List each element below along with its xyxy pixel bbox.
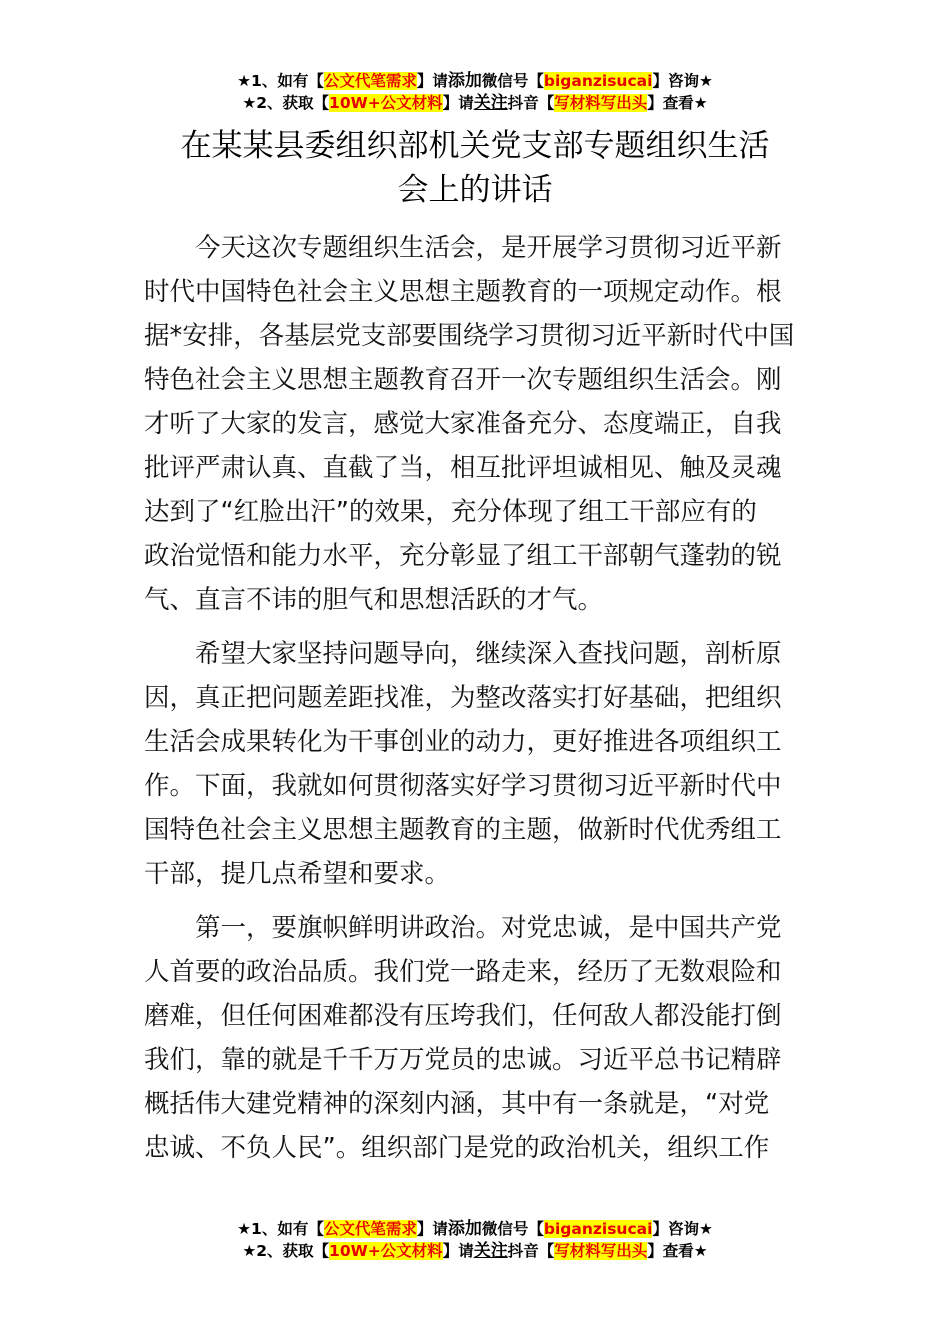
notice-text: 】咨询★ (652, 72, 713, 90)
paragraph-1 (144, 226, 808, 622)
paragraph-2 (144, 632, 808, 896)
header-notice (0, 70, 950, 114)
footer-notice (0, 1218, 950, 1262)
notice-text: 关注 (473, 93, 508, 113)
text-line: 磨难，但任何困难都没有压垮我们，任何敌人都没能打倒 (144, 1001, 782, 1031)
notice-highlight: 10W+公文材料 (329, 94, 443, 112)
paragraph-3 (144, 906, 808, 1170)
notice-text: 】查看★ (647, 94, 708, 112)
notice-text: 关注 (473, 1241, 508, 1261)
notice-highlight: 10W+公文材料 (329, 1242, 443, 1260)
notice-highlight: biganzisucai (543, 1220, 653, 1238)
text-line: 我们，靠的就是千千万万党员的忠诚。习近平总书记精辟 (144, 1045, 782, 1075)
text-line: 时代中国特色社会主义思想主题教育的一项规定动作。根 (144, 277, 782, 307)
document-body (144, 226, 808, 1180)
text-line: 国特色社会主义思想主题教育的主题，做新时代优秀组工 (144, 815, 782, 845)
text-line: 第一，要旗帜鲜明讲政治。对党忠诚，是中国共产党 (195, 913, 782, 943)
text-line: 概括伟大建党精神的深刻内涵，其中有一条就是，“对党 (144, 1089, 770, 1119)
notice-text: 微信号【 (481, 1220, 544, 1238)
notice-text: 】请 (442, 94, 474, 112)
title-line: 会上的讲话 (397, 172, 553, 208)
notice-text: 微信号【 (481, 72, 544, 90)
notice-line-2 (0, 92, 950, 114)
text-line: 政治觉悟和能力水平，充分彰显了组工干部朝气蓬勃的锐 (144, 541, 782, 571)
notice-highlight: 写材料写出头 (554, 94, 648, 112)
notice-text: 抖音【 (507, 1242, 555, 1260)
text-line: 作。下面，我就如何贯彻落实好学习贯彻习近平新时代中 (144, 771, 782, 801)
text-line: 气、直言不讳的胆气和思想活跃的才气。 (144, 585, 604, 615)
notice-text: 添加 (447, 71, 482, 91)
text-line: 据*安排，各基层党支部要围绕学习贯彻习近平新时代中国 (144, 321, 795, 351)
notice-text: 】请 (416, 1220, 448, 1238)
text-line: 批评严肃认真、直截了当，相互批评坦诚相见、触及灵魂 (144, 453, 782, 483)
text-line: 干部，提几点希望和要求。 (144, 859, 451, 889)
text-line: 今天这次专题组织生活会，是开展学习贯彻习近平新 (195, 233, 782, 263)
notice-line-1 (0, 1218, 950, 1240)
text-line: 才听了大家的发言，感觉大家准备充分、态度端正，自我 (144, 409, 782, 439)
notice-highlight: 公文代笔需求 (323, 1220, 417, 1238)
text-line: 希望大家坚持问题导向，继续深入查找问题，剖析原 (195, 639, 782, 669)
document-title (130, 124, 820, 212)
text-line: 人首要的政治品质。我们党一路走来，经历了无数艰险和 (144, 957, 782, 987)
notice-text: 】请 (416, 72, 448, 90)
notice-line-1 (0, 70, 950, 92)
text-line: 忠诚、不负人民”。组织部门是党的政治机关，组织工作 (144, 1133, 770, 1163)
text-line: 因，真正把问题差距找准，为整改落实打好基础，把组织 (144, 683, 782, 713)
notice-text: ★2、获取【 (242, 1242, 330, 1260)
text-line: 生活会成果转化为干事创业的动力，更好推进各项组织工 (144, 727, 782, 757)
text-line: 特色社会主义思想主题教育召开一次专题组织生活会。刚 (144, 365, 782, 395)
notice-highlight: 公文代笔需求 (323, 72, 417, 90)
notice-highlight: biganzisucai (543, 72, 653, 90)
notice-text: ★1、如有【 (237, 72, 324, 90)
notice-text: 添加 (447, 1219, 482, 1239)
notice-text: 】查看★ (647, 1242, 708, 1260)
notice-highlight: 写材料写出头 (554, 1242, 648, 1260)
title-line: 在某某县委组织部机关党支部专题组织生活 (180, 128, 770, 164)
text-line: 达到了“红脸出汗”的效果，充分体现了组工干部应有的 (144, 497, 757, 527)
notice-line-2 (0, 1240, 950, 1262)
notice-text: 】请 (442, 1242, 474, 1260)
notice-text: 】咨询★ (652, 1220, 713, 1238)
notice-text: 抖音【 (507, 94, 555, 112)
notice-text: ★2、获取【 (242, 94, 330, 112)
notice-text: ★1、如有【 (237, 1220, 324, 1238)
